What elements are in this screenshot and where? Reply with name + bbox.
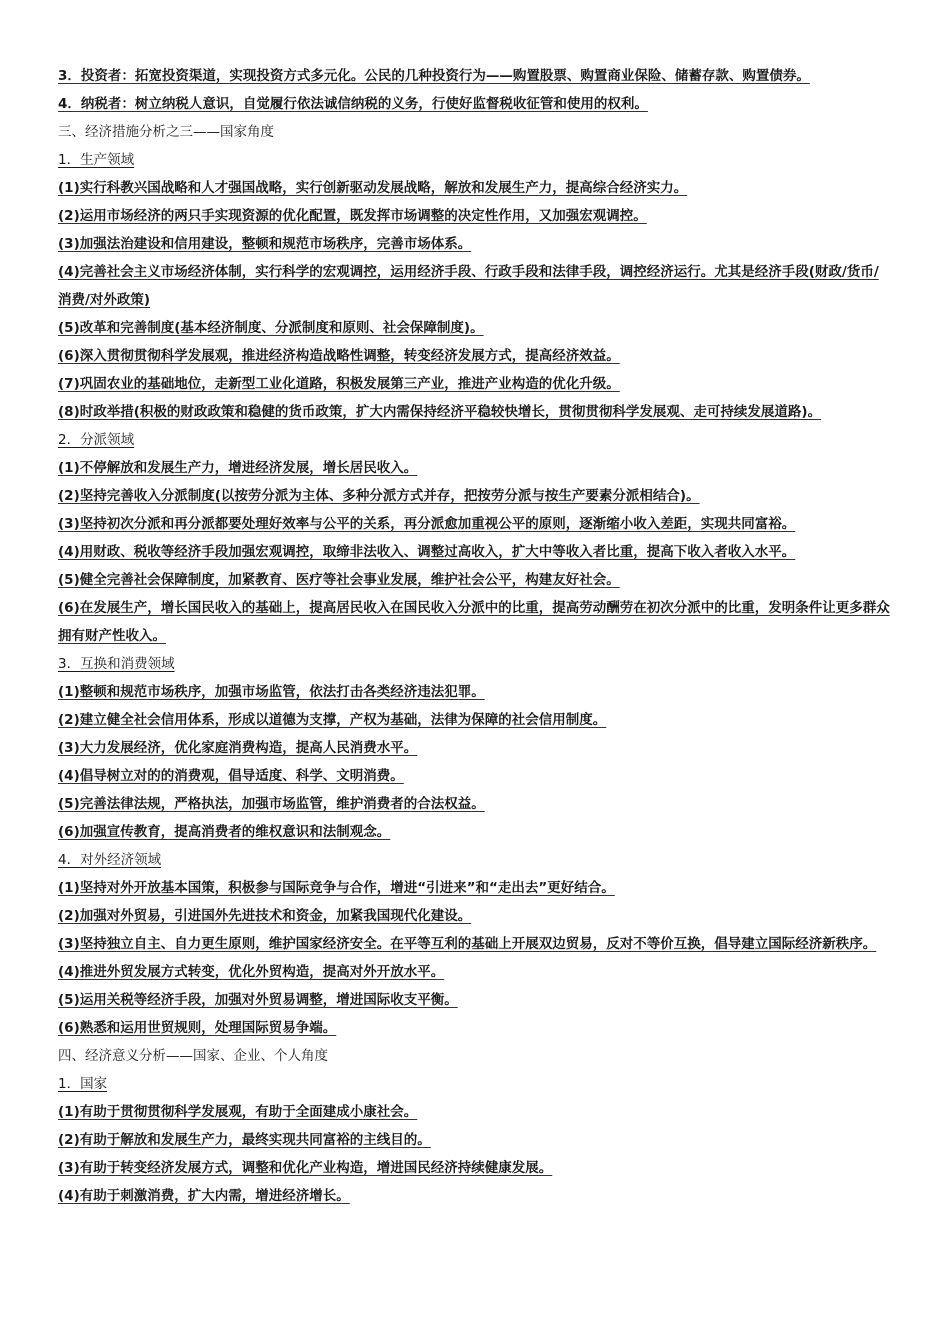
- list-item: [58, 174, 890, 202]
- list-item: [58, 594, 890, 650]
- line-text: (2)运用市场经济的两只手实现资源的优化配置，既发挥市场调整的决定性作用，又加强宏观调控。: [58, 208, 647, 224]
- line-text: 3．互换和消费领域: [58, 656, 175, 672]
- line-text: (3)坚持初次分派和再分派都要处理好效率与公平的关系，再分派愈加重视公平的原则，逐渐缩小收入差距，实现共同富裕。: [58, 516, 796, 532]
- list-item: [58, 818, 890, 846]
- list-item: [58, 1182, 890, 1210]
- line-text: (5)运用关税等经济手段，加强对外贸易调整，增进国际收支平衡。: [58, 992, 458, 1008]
- list-item: [58, 986, 890, 1014]
- list-item: [58, 454, 890, 482]
- line-text: (2)加强对外贸易，引进国外先进技术和资金，加紧我国现代化建设。: [58, 908, 472, 924]
- line-text: (1)不停解放和发展生产力，增进经济发展，增长居民收入。: [58, 460, 418, 476]
- line-text: (2)建立健全社会信用体系，形成以道德为支撑，产权为基础，法律为保障的社会信用制度。: [58, 712, 607, 728]
- section-heading: [58, 1042, 890, 1070]
- list-item: [58, 342, 890, 370]
- section-heading: [58, 118, 890, 146]
- list-item: [58, 678, 890, 706]
- line-text: (3)坚持独立自主、自力更生原则，维护国家经济安全。在平等互利的基础上开展双边贸易，反对不等价互换，倡导建立国际经济新秩序。: [58, 936, 877, 952]
- list-item: [58, 566, 890, 594]
- line-text: 2．分派领域: [58, 432, 135, 448]
- list-item: [58, 762, 890, 790]
- list-item: [58, 230, 890, 258]
- list-item: [58, 314, 890, 342]
- line-text: (2)有助于解放和发展生产力，最终实现共同富裕的主线目的。: [58, 1132, 431, 1148]
- line-text: 四、经济意义分析——国家、企业、个人角度: [58, 1048, 328, 1064]
- line-text: 4．纳税者：树立纳税人意识，自觉履行依法诚信纳税的义务，行使好监督税收征管和使用的权利。: [58, 96, 648, 112]
- line-text: 1．国家: [58, 1076, 108, 1092]
- line-text: (4)完善社会主义市场经济体制，实行科学的宏观调控，运用经济手段、行政手段和法律手段，调控经济运行。尤其是经济手段(财政/货币/消费/对外政策): [58, 264, 879, 308]
- line-text: (6)深入贯彻贯彻科学发展观，推进经济构造战略性调整，转变经济发展方式，提高经济效益。: [58, 348, 620, 364]
- line-text: 3．投资者：拓宽投资渠道，实现投资方式多元化。公民的几种投资行为——购置股票、购置商业保险、储蓄存款、购置债券。: [58, 68, 810, 84]
- list-item: [58, 790, 890, 818]
- list-item: [58, 258, 890, 314]
- list-item: [58, 1126, 890, 1154]
- line-text: (3)加强法治建设和信用建设，整顿和规范市场秩序，完善市场体系。: [58, 236, 472, 252]
- list-item: [58, 1098, 890, 1126]
- list-item: [58, 930, 890, 958]
- line-text: (1)实行科教兴国战略和人才强国战略，实行创新驱动发展战略，解放和发展生产力，提高综合经济实力。: [58, 180, 688, 196]
- line-text: 4．对外经济领域: [58, 852, 162, 868]
- line-text: (4)有助于刺激消费，扩大内需，增进经济增长。: [58, 1188, 350, 1204]
- line-text: (8)时政举措(积极的财政政策和稳健的货币政策，扩大内需保持经济平稳较快增长，贯彻贯彻科学发展观、走可持续发展道路)。: [58, 404, 822, 420]
- line-text: (1)有助于贯彻贯彻科学发展观，有助于全面建成小康社会。: [58, 1104, 418, 1120]
- line-text: (3)大力发展经济，优化家庭消费构造，提高人民消费水平。: [58, 740, 418, 756]
- line-text: (4)推进外贸发展方式转变，优化外贸构造，提高对外开放水平。: [58, 964, 445, 980]
- line-text: (4)用财政、税收等经济手段加强宏观调控，取缔非法收入、调整过高收入，扩大中等收入者比重，提高下收入者收入水平。: [58, 544, 796, 560]
- subsection-heading: [58, 426, 890, 454]
- line-text: (1)坚持对外开放基本国策，积极参与国际竞争与合作，增进“引进来”和“走出去”更好结合。: [58, 880, 615, 896]
- list-item: [58, 482, 890, 510]
- line-text: 1．生产领域: [58, 152, 135, 168]
- document-page: [58, 62, 890, 1210]
- line-text: (6)在发展生产，增长国民收入的基础上，提高居民收入在国民收入分派中的比重，提高劳动酬劳在初次分派中的比重，发明条件让更多群众拥有财产性收入。: [58, 600, 890, 644]
- list-item: [58, 510, 890, 538]
- line-text: (5)健全完善社会保障制度，加紧教育、医疗等社会事业发展，维护社会公平，构建友好社会。: [58, 572, 620, 588]
- line-text: (5)完善法律法规，严格执法，加强市场监管，维护消费者的合法权益。: [58, 796, 485, 812]
- list-item: [58, 398, 890, 426]
- line-text: (7)巩固农业的基础地位，走新型工业化道路，积极发展第三产业，推进产业构造的优化升级。: [58, 376, 620, 392]
- list-item: [58, 90, 890, 118]
- list-item: [58, 1014, 890, 1042]
- subsection-heading: [58, 846, 890, 874]
- list-item: [58, 958, 890, 986]
- line-text: (5)改革和完善制度(基本经济制度、分派制度和原则、社会保障制度)。: [58, 320, 484, 336]
- list-item: [58, 538, 890, 566]
- list-item: [58, 62, 890, 90]
- subsection-heading: [58, 146, 890, 174]
- list-item: [58, 734, 890, 762]
- list-item: [58, 370, 890, 398]
- line-text: (1)整顿和规范市场秩序，加强市场监管，依法打击各类经济违法犯罪。: [58, 684, 485, 700]
- list-item: [58, 706, 890, 734]
- list-item: [58, 874, 890, 902]
- subsection-heading: [58, 650, 890, 678]
- list-item: [58, 1154, 890, 1182]
- line-text: 三、经济措施分析之三——国家角度: [58, 124, 274, 140]
- line-text: (6)熟悉和运用世贸规则，处理国际贸易争端。: [58, 1020, 337, 1036]
- line-text: (3)有助于转变经济发展方式，调整和优化产业构造，增进国民经济持续健康发展。: [58, 1160, 553, 1176]
- line-text: (6)加强宣传教育，提高消费者的维权意识和法制观念。: [58, 824, 391, 840]
- subsection-heading: [58, 1070, 890, 1098]
- list-item: [58, 202, 890, 230]
- list-item: [58, 902, 890, 930]
- line-text: (2)坚持完善收入分派制度(以按劳分派为主体、多种分派方式并存，把按劳分派与按生产要素分派相结合)。: [58, 488, 700, 504]
- line-text: (4)倡导树立对的的消费观，倡导适度、科学、文明消费。: [58, 768, 404, 784]
